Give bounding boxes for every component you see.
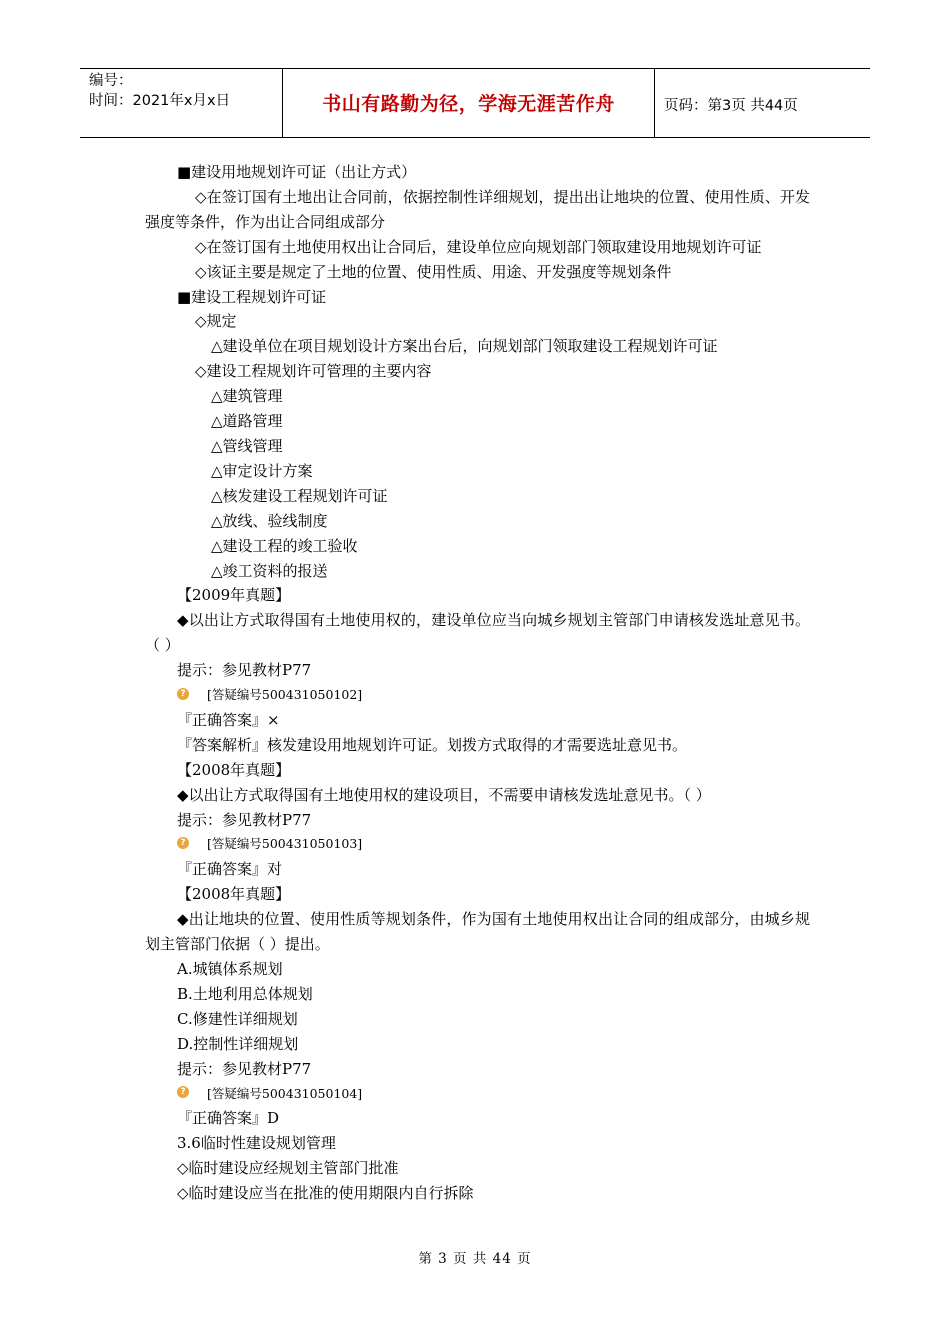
page-footer: 第 3 页 共 44 页	[418, 1251, 532, 1267]
list-item: △核发建设工程规划许可证	[211, 486, 388, 505]
question: ◆以出让方式取得国有土地使用权的建设项目，不需要申请核发选址意见书。（ ）	[177, 785, 711, 804]
document-body	[145, 160, 810, 1206]
question: ◆出让地块的位置、使用性质等规划条件，作为国有土地使用权出让合同的组成部分，由城乡规划主管部门依据（ ）提出。	[145, 910, 810, 954]
answer-ref	[145, 683, 810, 708]
list-item: △管线管理	[211, 436, 283, 455]
correct-answer: 『正确答案』对	[177, 860, 283, 879]
hint: 提示：参见教材P77	[177, 810, 312, 829]
option: B.土地利用总体规划	[177, 984, 313, 1003]
date-label: 时间：2021年x月x日	[89, 93, 231, 109]
answer-ref-text: [答疑编号500431050102]	[207, 687, 363, 703]
section-heading: ■建设用地规划许可证（出让方式）	[177, 163, 417, 181]
paragraph: ◇在签订国有土地出让合同前，依据控制性详细规划，提出出让地块的位置、使用性质、开发强度等条件，作为出让合同组成部分	[145, 187, 810, 231]
list-item: △审定设计方案	[211, 461, 313, 480]
section-heading: 3.6临时性建设规划管理	[177, 1134, 336, 1153]
paragraph: ◇临时建设应经规划主管部门批准	[177, 1159, 399, 1178]
answer-ref	[145, 832, 810, 857]
subheading: ◇规定	[195, 312, 237, 331]
list-item: △建筑管理	[211, 387, 283, 406]
question-mark-icon: ?	[177, 837, 189, 849]
answer-ref	[145, 1082, 810, 1107]
question: ◆以出让方式取得国有土地使用权的，建设单位应当向城乡规划主管部门申请核发选址意见书。（ ）	[145, 611, 810, 655]
header-meta	[89, 71, 230, 111]
serial-label: 编号：	[89, 73, 133, 89]
header-divider	[654, 69, 655, 137]
section-heading: ■建设工程规划许可证	[177, 287, 327, 306]
answer-ref-text: [答疑编号500431050104]	[207, 1085, 363, 1101]
hint: 提示：参见教材P77	[177, 1059, 312, 1078]
exam-heading: 【2008年真题】	[177, 760, 291, 779]
paragraph: ◇该证主要是规定了土地的位置、使用性质、用途、开发强度等规划条件	[195, 262, 672, 281]
option: D.控制性详细规划	[177, 1034, 299, 1053]
correct-answer: 『正确答案』D	[177, 1109, 280, 1128]
exam-heading: 【2008年真题】	[177, 885, 291, 904]
list-item: △建设单位在项目规划设计方案出台后，向规划部门领取建设工程规划许可证	[211, 337, 718, 356]
page-header	[80, 68, 870, 138]
list-item: △放线、验线制度	[211, 511, 328, 530]
header-page-number: 页码：第3页 共44页	[664, 98, 798, 114]
paragraph: ◇在签订国有土地使用权出让合同后，建设单位应向规划部门领取建设用地规划许可证	[195, 237, 762, 256]
answer-ref-text: [答疑编号500431050103]	[207, 836, 363, 852]
list-item: △建设工程的竣工验收	[211, 536, 358, 555]
list-item: △竣工资料的报送	[211, 561, 328, 580]
subheading: ◇建设工程规划许可管理的主要内容	[195, 362, 432, 381]
exam-heading: 【2009年真题】	[177, 586, 291, 605]
question-mark-icon: ?	[177, 1086, 189, 1098]
list-item: △道路管理	[211, 412, 283, 431]
correct-answer: 『正确答案』×	[177, 710, 280, 729]
question-mark-icon: ?	[177, 688, 189, 700]
option: A.城镇体系规划	[177, 960, 283, 978]
hint: 提示：参见教材P77	[177, 661, 312, 680]
paragraph: ◇临时建设应当在批准的使用期限内自行拆除	[177, 1184, 474, 1203]
answer-explanation: 『答案解析』核发建设用地规划许可证。划拨方式取得的才需要选址意见书。	[177, 735, 688, 754]
header-motto: 书山有路勤为径，学海无涯苦作舟	[322, 93, 615, 115]
option: C.修建性详细规划	[177, 1009, 298, 1028]
